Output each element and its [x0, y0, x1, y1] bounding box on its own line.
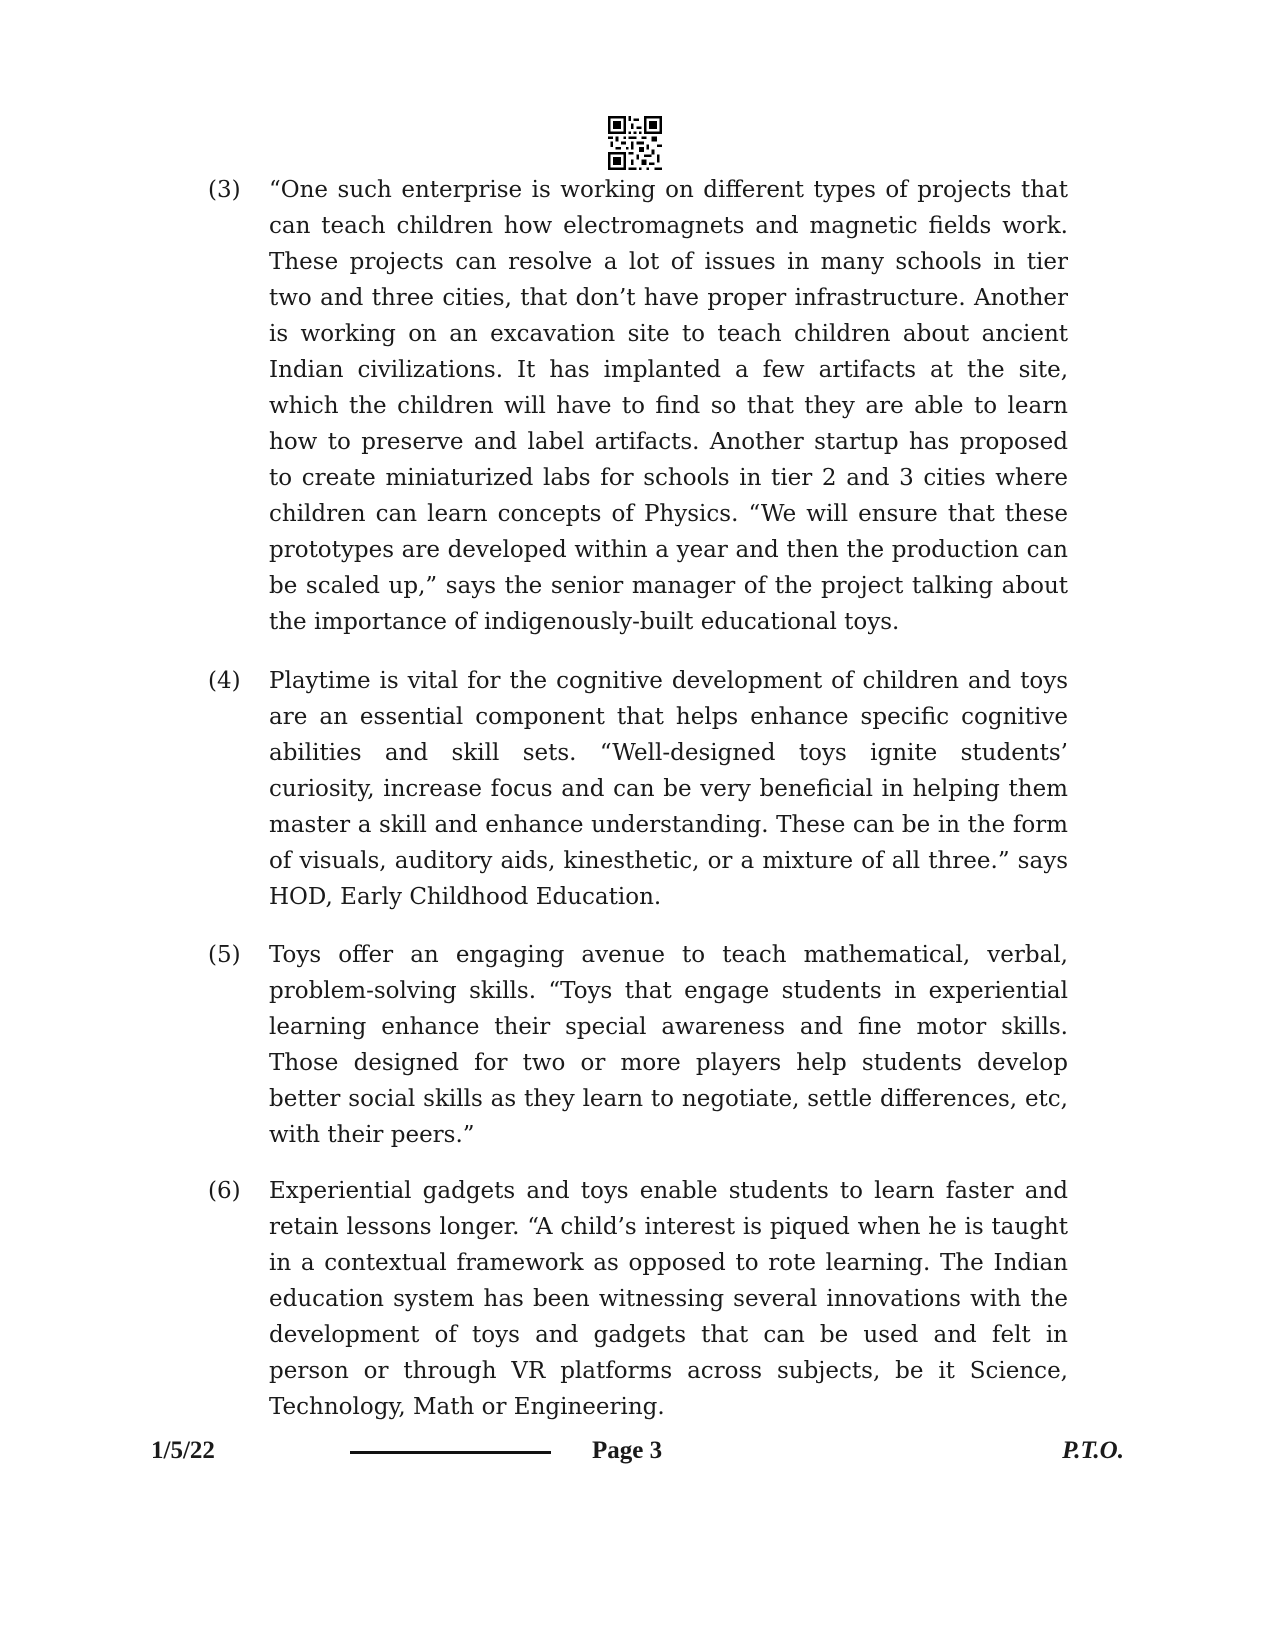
- qr-code-icon: [608, 116, 662, 170]
- paragraph-number: (4): [208, 668, 241, 694]
- paragraph-text: Toys offer an engaging avenue to teach mathematical, verbal, problem-solving skills. “Toys that engage students in experiential learning enhance their special awareness and fine motor skills. Those designed for two or more players help students develop better social skills as they learn to negotiate, settle differences, etc, with their peers.”: [269, 942, 1068, 1148]
- paragraph-number: (6): [208, 1178, 241, 1204]
- paragraph-5: [208, 937, 1068, 1153]
- footer-rule: [350, 1451, 551, 1454]
- paragraph-4: [208, 663, 1068, 915]
- paragraph-6: [208, 1173, 1068, 1425]
- paper-code: 1/5/22: [151, 1437, 215, 1464]
- paragraph-text: Experiential gadgets and toys enable students to learn faster and retain lessons longer. “A child’s interest is piqued when he is taught in a contextual framework as opposed to rote learning. The Indian education system has been witnessing several innovations with the development of toys and gadgets that can be used and felt in person or through VR platforms across subjects, be it Science, Technology, Math or Engineering.: [269, 1178, 1068, 1420]
- paragraph-text: Playtime is vital for the cognitive development of children and toys are an essential component that helps enhance specific cognitive abilities and skill sets. “Well-designed toys ignite students’ curiosity, increase focus and can be very beneficial in helping them master a skill and enhance understanding. These can be in the form of visuals, auditory aids, kinesthetic, or a mixture of all three.” says HOD, Early Childhood Education.: [269, 668, 1068, 910]
- paragraph-number: (5): [208, 942, 241, 968]
- paragraph-number: (3): [208, 177, 241, 203]
- page-number: Page 3: [592, 1437, 663, 1464]
- paragraph-text: “One such enterprise is working on different types of projects that can teach children how electromagnets and magnetic fields work. These projects can resolve a lot of issues in many schools in tier two and three cities, that don’t have proper infrastructure. Another is working on an excavation site to teach children about ancient Indian civilizations. It has implanted a few artifacts at the site, which the children will have to find so that they are able to learn how to preserve and label artifacts. Another startup has proposed to create miniaturized labs for schools in tier 2 and 3 cities where children can learn concepts of Physics. “We will ensure that these prototypes are developed within a year and then the production can be scaled up,” says the senior manager of the project talking about the importance of indigenously-built educational toys.: [269, 177, 1068, 635]
- page-footer: [0, 1437, 1275, 1477]
- pto-label: P.T.O.: [1062, 1437, 1124, 1464]
- paragraph-3: [208, 172, 1068, 640]
